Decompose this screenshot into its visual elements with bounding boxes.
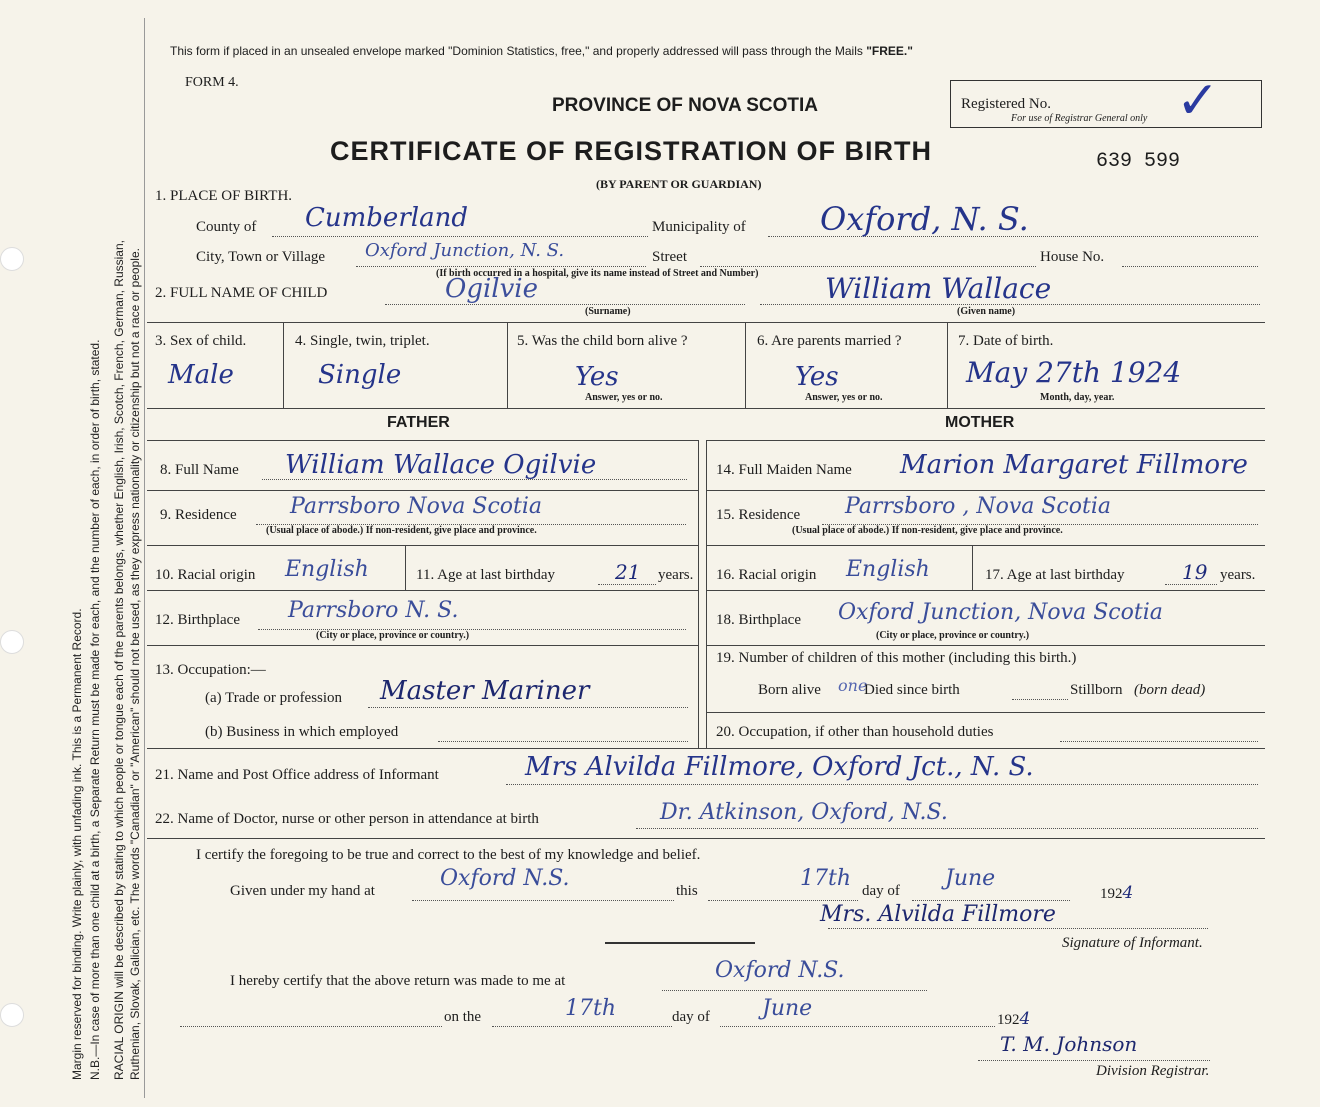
municipality-value: Oxford, N. S.: [820, 200, 1029, 238]
informant-value: Mrs Alvilda Fillmore, Oxford Jct., N. S.: [525, 752, 1034, 782]
registered-box: [950, 73, 1262, 130]
father-residence-caption: (Usual place of abode.) If non-resident, give place and province.: [266, 525, 537, 536]
mother-birthplace: Oxford Junction, Nova Scotia: [838, 600, 1163, 625]
dob-value: May 27th 1924: [966, 356, 1182, 389]
sex-value: Male: [168, 360, 234, 390]
city-value: Oxford Junction, N. S.: [365, 240, 565, 261]
father-occupation-label: 13. Occupation:—: [155, 662, 266, 678]
binding-hole: [0, 247, 24, 271]
registered-label: Registered No.: [961, 96, 1051, 112]
child-surname: Ogilvie: [445, 274, 538, 304]
binding-hole: [0, 630, 24, 654]
city-label: City, Town or Village: [196, 249, 326, 265]
father-heading: FATHER: [387, 414, 450, 431]
father-race: English: [285, 557, 369, 582]
on-label: on the: [444, 1009, 482, 1025]
mother-age: 19: [1182, 560, 1208, 584]
registrar-caption: Division Registrar.: [1096, 1063, 1210, 1079]
mother-residence: Parrsboro , Nova Scotia: [845, 494, 1111, 519]
alive-label: 5. Was the child born alive ?: [517, 333, 688, 349]
margin-note-4: Ruthenian, Slovak, Galician, etc. The words "Canadian" or "American" should not be used, as they express nationality or citizenship but not a race or people.: [128, 248, 142, 1080]
father-name: William Wallace Ogilvie: [285, 450, 597, 480]
this-label: this: [676, 883, 698, 899]
given-day: 17th: [800, 866, 852, 891]
children-label: 19. Number of children of this mother (including this birth.): [716, 650, 1077, 666]
county-label: County of: [196, 219, 257, 235]
binding-hole: [0, 1003, 24, 1027]
stillborn-note: (born dead): [1134, 682, 1206, 698]
given-place: Oxford N.S.: [440, 866, 570, 891]
father-birthplace-label: 12. Birthplace: [155, 612, 240, 628]
certify-statement: I certify the foregoing to be true and correct to the best of my knowledge and belief.: [196, 847, 701, 863]
father-residence: Parrsboro Nova Scotia: [290, 494, 543, 519]
born-alive-label: Born alive: [758, 682, 821, 698]
check-mark: ✓: [1176, 73, 1220, 130]
father-trade: Master Mariner: [380, 676, 590, 706]
province-heading: PROVINCE OF NOVA SCOTIA: [552, 95, 819, 116]
mail-notice: This form if placed in an unsealed envelope marked "Dominion Statistics, free," and properly addressed will pass through the Mails "FREE.": [170, 44, 913, 58]
mother-name: Marion Margaret Fillmore: [900, 450, 1248, 480]
given-month: June: [945, 866, 996, 891]
died-label: Died since birth: [864, 682, 960, 698]
binding-margin-line: [144, 18, 145, 1098]
married-caption: Answer, yes or no.: [805, 392, 883, 403]
hospital-note: (If birth occurred in a hospital, give its name instead of Street and Number): [436, 268, 759, 279]
mother-residence-label: 15. Residence: [716, 507, 801, 523]
form-number: FORM 4.: [185, 75, 239, 90]
mother-birthplace-label: 18. Birthplace: [716, 612, 801, 628]
margin-note-3: RACIAL ORIGIN will be described by stating to which people or tongue each of the parents belongs, whether English, Irish, Scotch, French, German, Russian,: [112, 240, 126, 1080]
surname-caption: (Surname): [585, 306, 631, 317]
plurality-label: 4. Single, twin, triplet.: [295, 333, 430, 349]
mother-residence-caption: (Usual place of abode.) If non-resident, give place and province.: [792, 525, 1063, 536]
alive-value: Yes: [575, 362, 619, 392]
registrar-month: June: [762, 996, 813, 1021]
plurality-value: Single: [318, 360, 402, 390]
house-label: House No.: [1040, 249, 1105, 265]
street-label: Street: [652, 249, 687, 265]
mother-occupation-label: 20. Occupation, if other than household duties: [716, 724, 994, 740]
county-value: Cumberland: [305, 203, 468, 233]
father-residence-label: 9. Residence: [160, 507, 237, 523]
sex-label: 3. Sex of child.: [155, 333, 247, 349]
registrar-day: 17th: [565, 996, 617, 1021]
father-name-label: 8. Full Name: [160, 462, 239, 478]
alive-caption: Answer, yes or no.: [585, 392, 663, 403]
margin-note-1: Margin reserved for binding. Write plainly, with unfading ink. This is a Permanent Record.: [70, 608, 84, 1080]
mother-heading: MOTHER: [945, 414, 1015, 431]
mother-birthplace-caption: (City or place, province or country.): [876, 630, 1030, 641]
born-alive-value: one: [838, 676, 868, 695]
margin-note-2: N.B.—In case of more than one child at a birth, a Separate Return must be made for each, and the number of each, in order of birth, stated.: [88, 339, 102, 1080]
signature-caption: Signature of Informant.: [1062, 935, 1203, 951]
mother-years: years.: [1220, 567, 1256, 583]
child-name-label: 2. FULL NAME OF CHILD: [155, 285, 328, 301]
doctor-value: Dr. Atkinson, Oxford, N.S.: [660, 800, 948, 825]
dob-caption: Month, day, year.: [1040, 392, 1115, 403]
stamp-number: 639 599: [1096, 150, 1181, 173]
trade-label: (a) Trade or profession: [205, 690, 343, 706]
mother-name-label: 14. Full Maiden Name: [716, 462, 852, 478]
registrar-year: 1924: [997, 1009, 1031, 1029]
registrar-day-label: day of: [672, 1009, 710, 1025]
registrar-statement: I hereby certify that the above return was made to me at: [230, 973, 566, 989]
father-birthplace-caption: (City or place, province or country.): [316, 630, 470, 641]
informant-signature: Mrs. Alvilda Fillmore: [820, 902, 1056, 927]
married-value: Yes: [795, 362, 839, 392]
registrar-place: Oxford N.S.: [715, 958, 845, 983]
page-title: CERTIFICATE OF REGISTRATION OF BIRTH: [330, 136, 932, 166]
married-label: 6. Are parents married ?: [757, 333, 902, 349]
mother-race: English: [846, 557, 930, 582]
given-year: 1924: [1100, 883, 1134, 903]
stillborn-label: Stillborn: [1070, 682, 1123, 698]
registrar-signature: T. M. Johnson: [1000, 1032, 1138, 1056]
father-birthplace: Parrsboro N. S.: [288, 598, 459, 623]
informant-label: 21. Name and Post Office address of Informant: [155, 767, 439, 783]
father-age: 21: [615, 560, 641, 584]
mother-age-label: 17. Age at last birthday: [985, 567, 1125, 583]
doctor-label: 22. Name of Doctor, nurse or other person in attendance at birth: [155, 811, 539, 827]
father-race-label: 10. Racial origin: [155, 567, 256, 583]
mother-race-label: 16. Racial origin: [716, 567, 817, 583]
given-label: Given under my hand at: [230, 883, 375, 899]
municipality-label: Municipality of: [652, 219, 746, 235]
father-age-label: 11. Age at last birthday: [416, 567, 555, 583]
subtitle: (BY PARENT OR GUARDIAN): [596, 177, 762, 191]
child-given-name: William Wallace: [825, 272, 1052, 305]
dob-label: 7. Date of birth.: [958, 333, 1054, 349]
father-years: years.: [658, 567, 694, 583]
given-caption: (Given name): [957, 306, 1016, 317]
business-label: (b) Business in which employed: [205, 724, 399, 740]
given-day-label: day of: [862, 883, 900, 899]
registrar-note: For use of Registrar General only: [1011, 113, 1148, 124]
place-heading: 1. PLACE OF BIRTH.: [155, 188, 293, 204]
